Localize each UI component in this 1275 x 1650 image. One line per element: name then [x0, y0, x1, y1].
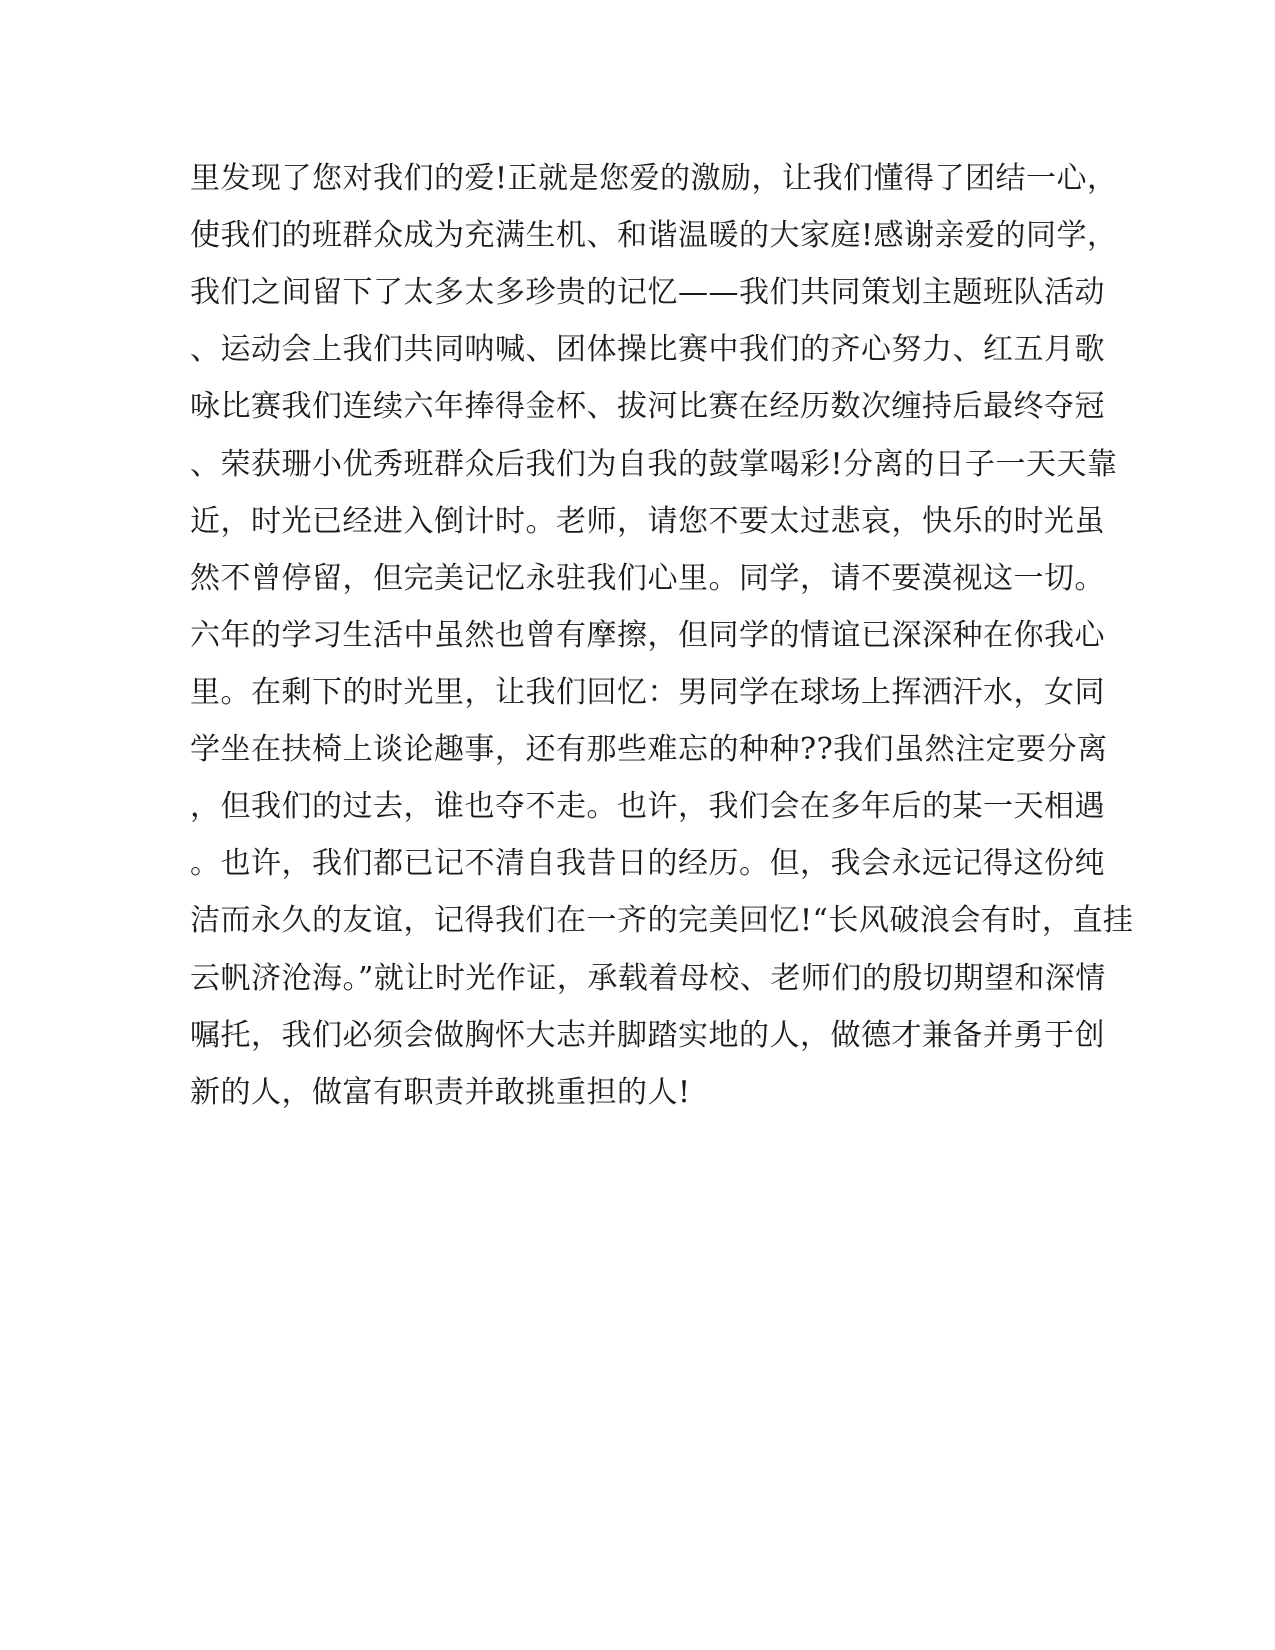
text-line: ，但我们的过去，谁也夺不走。也许，我们会在多年后的某一天相遇 [190, 789, 1105, 824]
text-line: 洁而永久的友谊，记得我们在一齐的完美回忆!“长风破浪会有时，直挂 [190, 903, 1134, 938]
text-line: 使我们的班群众成为充满生机、和谐温暖的大家庭!感谢亲爱的同学， [190, 218, 1118, 253]
text-line: 里发现了您对我们的爱!正就是您爱的激励，让我们懂得了团结一心， [190, 161, 1118, 196]
text-line: 学坐在扶椅上谈论趣事，还有那些难忘的种种??我们虽然注定要分离 [190, 732, 1108, 767]
text-line: 近，时光已经进入倒计时。老师，请您不要太过悲哀，快乐的时光虽 [190, 504, 1105, 539]
text-line: 。也许，我们都已记不清自我昔日的经历。但，我会永远记得这份纯 [190, 846, 1105, 881]
text-line: 新的人，做富有职责并敢挑重担的人! [190, 1075, 691, 1110]
text-line: 然不曾停留，但完美记忆永驻我们心里。同学，请不要漠视这一切。 [190, 561, 1105, 596]
text-line: 我们之间留下了太多太多珍贵的记忆——我们共同策划主题班队活动 [190, 275, 1105, 310]
text-line: 、荣获珊小优秀班群众后我们为自我的鼓掌喝彩!分离的日子一天天靠 [190, 447, 1118, 482]
text-line: 、运动会上我们共同呐喊、团体操比赛中我们的齐心努力、红五月歌 [190, 332, 1105, 367]
text-line: 嘱托，我们必须会做胸怀大志并脚踏实地的人，做德才兼备并勇于创 [190, 1018, 1105, 1053]
text-line: 咏比赛我们连续六年捧得金杯、拔河比赛在经历数次缠持后最终夺冠 [190, 389, 1105, 424]
text-line: 里。在剩下的时光里，让我们回忆：男同学在球场上挥洒汗水，女同 [190, 675, 1105, 710]
text-line: 六年的学习生活中虽然也曾有摩擦，但同学的情谊已深深种在你我心 [190, 618, 1105, 653]
text-line: 云帆济沧海。”就让时光作证，承载着母校、老师们的殷切期望和深情 [190, 961, 1106, 996]
